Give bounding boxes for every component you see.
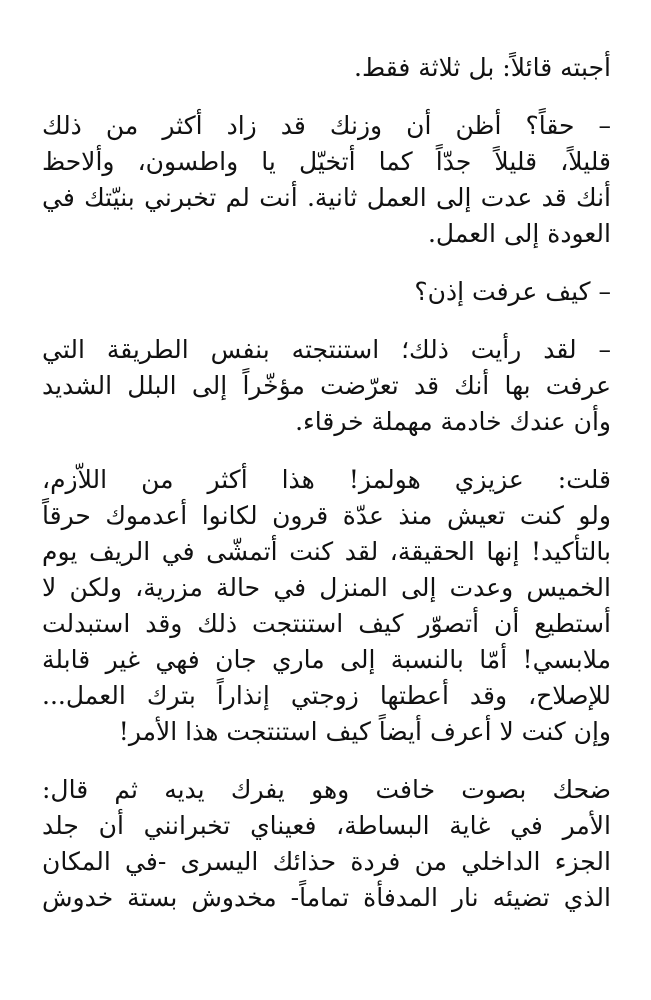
text-line: ولو كنت تعيش منذ عدّة قرون لكانوا أعدموك حرقاً: [42, 501, 611, 530]
text-line: أجبته قائلاً: بل ثلاثة فقط.: [354, 53, 611, 82]
text-line: للإصلاح، وقد أعطتها زوجتي إنذاراً بترك العمل...: [42, 681, 611, 710]
text-line: أستطيع أن أتصوّر كيف استنتجت ذلك وقد استبدلت: [42, 609, 611, 638]
text-line: قليلاً، قليلاً جدّاً كما أتخيّل يا واطسون، وألاحظ: [42, 147, 611, 176]
text-line: الجزء الداخلي من فردة حذائك اليسرى -في المكان: [42, 847, 611, 876]
text-line: عرفت بها أنك قد تعرّضت مؤخّراً إلى البلل الشديد: [42, 371, 611, 400]
text-line: ضحك بصوت خافت وهو يفرك يديه ثم قال:: [42, 775, 611, 804]
text-line: بالتأكيد! إنها الحقيقة، لقد كنت أتمشّى في الريف يوم: [42, 537, 611, 566]
text-line: وأن عندك خادمة مهملة خرقاء.: [295, 407, 611, 436]
text-line: – لقد رأيت ذلك؛ استنتجته بنفس الطريقة التي: [42, 335, 611, 364]
paragraph-5: [42, 462, 611, 750]
text-line: الذي تضيئه نار المدفأة تماماً- مخدوش بستة خدوش: [42, 883, 611, 912]
paragraph-2: [42, 108, 611, 252]
text-line: قلت: عزيزي هولمز! هذا أكثر من اللاّزم،: [42, 465, 611, 494]
paragraph-6: [42, 772, 611, 916]
text-line: ملابسي! أمّا بالنسبة إلى ماري جان فهي غير قابلة: [42, 645, 611, 674]
text-line: – كيف عرفت إذن؟: [414, 277, 611, 306]
text-line: الخميس وعدت إلى المنزل في حالة مزرية، ولكن لا: [42, 573, 611, 602]
text-line: العودة إلى العمل.: [427, 219, 611, 248]
text-line: الأمر في غاية البساطة، فعيناي تخبرانني أن جلد: [42, 811, 611, 840]
paragraph-1: [42, 50, 611, 86]
text-line: أنك قد عدت إلى العمل ثانية. أنت لم تخبرني بنيّتك في: [42, 183, 611, 212]
text-line: – حقاً؟ أظن أن وزنك قد زاد أكثر من ذلك: [42, 111, 611, 140]
paragraph-4: [42, 332, 611, 440]
paragraph-3: [42, 274, 611, 310]
text-line: وإن كنت لا أعرف أيضاً كيف استنتجت هذا الأمر!: [118, 717, 611, 746]
